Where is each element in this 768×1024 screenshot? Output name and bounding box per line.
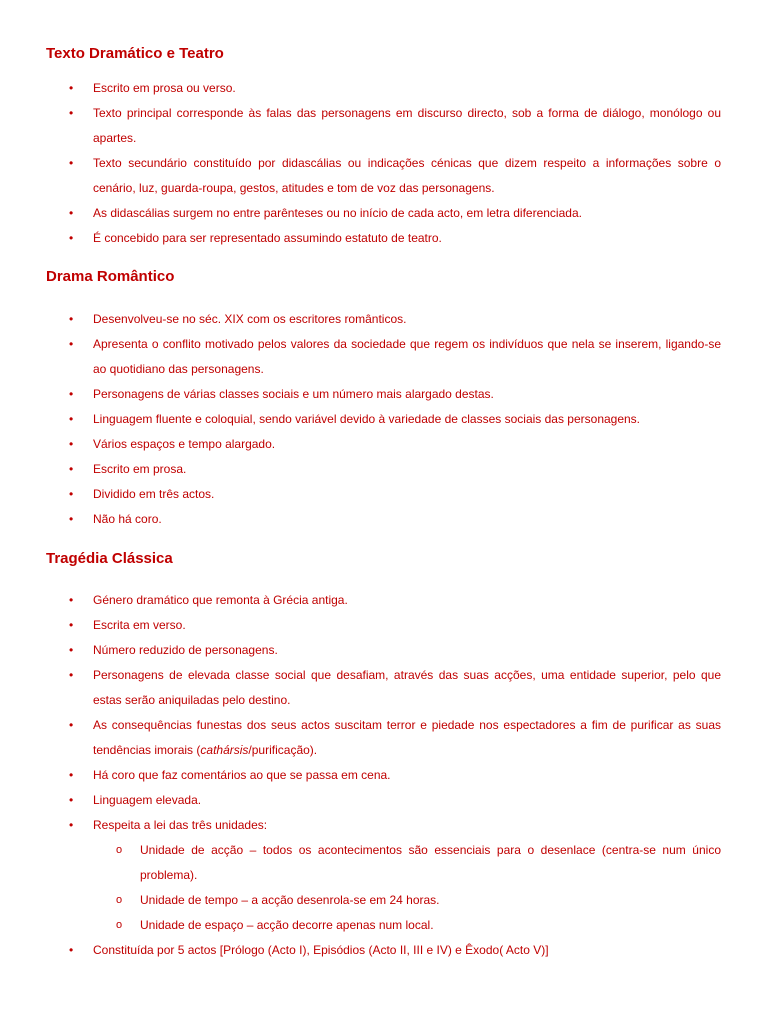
bullet-list [0,588,768,963]
list-item: • Não há coro. [0,507,768,532]
list-item: • Escrita em verso. [0,613,768,638]
section-title: Texto Dramático e Teatro [46,45,224,62]
section-title: Drama Romântico [46,268,175,285]
list-item: • Há coro que faz comentários ao que se passa em cena. [0,763,768,788]
item-text: As consequências funestas dos seus actos suscitam terror e piedade nos espectadores a fim de purificar as suas tendências imorais ( [93,718,721,757]
item-text: Respeita a lei das três unidades: [93,818,268,832]
item-italic-text: cathársis [200,743,249,757]
list-item [0,813,768,938]
list-item: • Texto secundário constituído por didascálias ou indicações cénicas que dizem respeito a informações sobre o cenário, luz, guarda-roupa, gestos, atitudes e tom de voz das personagens. [0,151,768,201]
bullet-list [0,307,768,532]
list-item: • Vários espaços e tempo alargado. [0,432,768,457]
bullet-list [0,76,768,251]
list-item: • Escrito em prosa. [0,457,768,482]
sub-list-item: o Unidade de tempo – a acção desenrola-se em 24 horas. [140,888,721,913]
list-item: • Personagens de várias classes sociais e um número mais alargado destas. [0,382,768,407]
sub-list-item: o Unidade de espaço – acção decorre apenas num local. [140,913,721,938]
list-item: • Apresenta o conflito motivado pelos valores da sociedade que regem os indivíduos que nela se inserem, ligando-se ao quotidiano das personagens. [0,332,768,382]
list-item: • Constituída por 5 actos [Prólogo (Acto I), Episódios (Acto II, III e IV) e Êxodo( Acto V)] [0,938,768,963]
sub-list [140,838,721,938]
list-item: • Personagens de elevada classe social que desafiam, através das suas acções, uma entidade superior, pelo que estas serão aniquiladas pelo destino. [0,663,768,713]
list-item: • Texto principal corresponde às falas das personagens em discurso directo, sob a forma de diálogo, monólogo ou apartes. [0,101,768,151]
section-title: Tragédia Clássica [46,550,173,567]
list-item: • Número reduzido de personagens. [0,638,768,663]
list-item: • Linguagem elevada. [0,788,768,813]
list-item: • Género dramático que remonta à Grécia antiga. [0,588,768,613]
sub-list-item: o Unidade de acção – todos os acontecimentos são essenciais para o desenlace (centra-se num único problema). [140,838,721,888]
list-item: • Escrito em prosa ou verso. [0,76,768,101]
item-text: /purificação). [248,743,318,757]
list-item: • Dividido em três actos. [0,482,768,507]
list-item: • É concebido para ser representado assumindo estatuto de teatro. [0,226,768,251]
list-item [0,713,768,763]
list-item: • As didascálias surgem no entre parênteses ou no início de cada acto, em letra diferenciada. [0,201,768,226]
list-item: • Linguagem fluente e coloquial, sendo variável devido à variedade de classes sociais das personagens. [0,407,768,432]
list-item: • Desenvolveu-se no séc. XIX com os escritores românticos. [0,307,768,332]
